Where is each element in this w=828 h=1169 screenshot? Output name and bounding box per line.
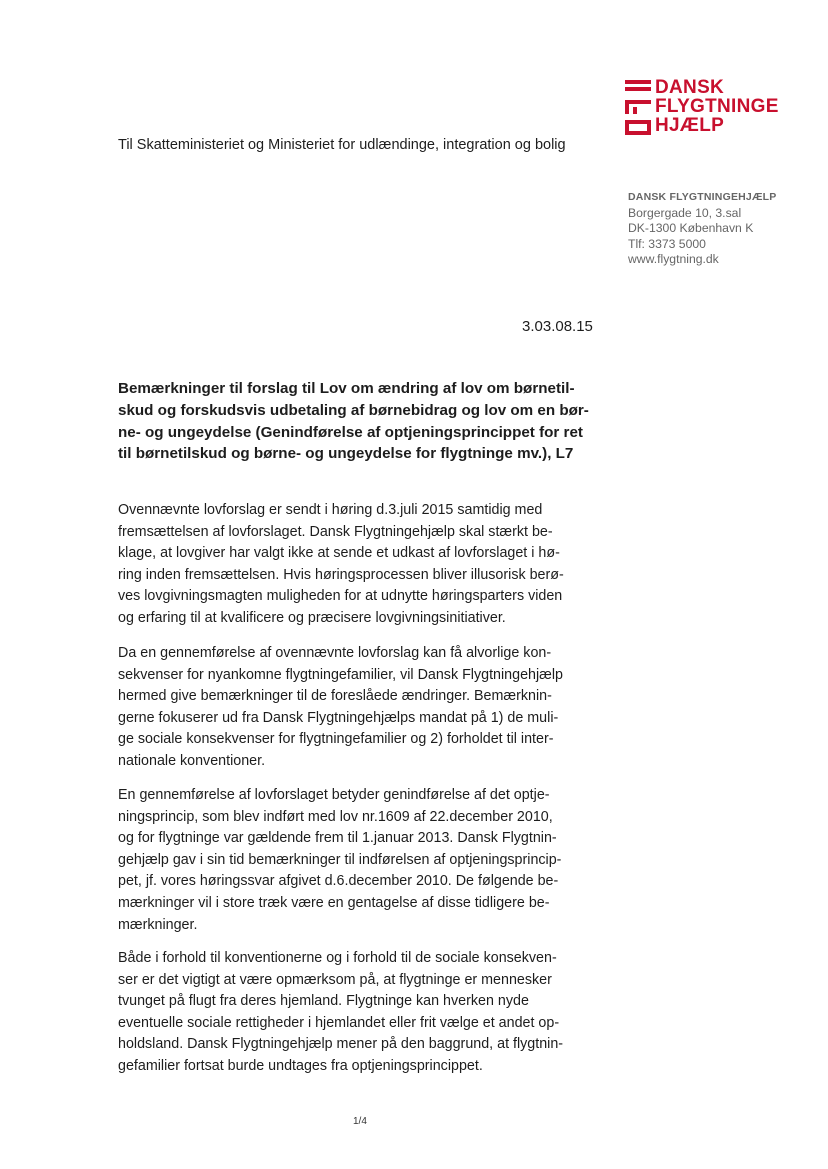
logo-line-2: FLYGTNINGE bbox=[655, 96, 779, 117]
subject-line: skud og forskudsvis udbetaling af børnebidrag og lov om en bør- bbox=[118, 401, 589, 419]
sender-address-block bbox=[628, 190, 777, 268]
dfh-logo-wordmark bbox=[655, 78, 805, 135]
paragraph-line: gehjælp gav i sin tid bemærkninger til indførelsen af optjeningsprincip- bbox=[118, 851, 562, 868]
body-paragraph-2 bbox=[118, 643, 598, 773]
paragraph-line: ves lovgivningsmagten muligheden for at udnytte høringsparters viden bbox=[118, 588, 563, 605]
sender-address-line-2: DK-1300 København K bbox=[628, 221, 754, 235]
page-number: 1/4 bbox=[353, 1116, 367, 1127]
paragraph-line: nationale konventioner. bbox=[118, 752, 266, 769]
letter-date: 3.03.08.15 bbox=[522, 318, 593, 335]
sender-name: DANSK FLYGTNINGEHJÆLP bbox=[628, 191, 777, 203]
paragraph-line: ser er det vigtigt at være opmærksom på, at flygtninge er mennesker bbox=[118, 971, 552, 988]
subject-line: til børnetilskud og børne- og ungeydelse for flygtninge mv.), L7 bbox=[118, 445, 574, 463]
paragraph-line: Ovennævnte lovforslag er sendt i høring d.3.juli 2015 samtidig med bbox=[118, 502, 543, 518]
paragraph-line: Både i forhold til konventionerne og i forhold til de sociale konsekven- bbox=[118, 950, 557, 966]
dfh-logo-mark bbox=[625, 78, 651, 138]
logo-line-3: HJÆLP bbox=[655, 115, 725, 136]
body-paragraph-3 bbox=[118, 785, 598, 936]
paragraph-line: ge sociale konsekvenser for flygtningefamilier og 2) forholdet til inter- bbox=[118, 731, 554, 748]
sender-website: www.flygtning.dk bbox=[628, 252, 719, 266]
logo-line-1: DANSK bbox=[655, 77, 725, 98]
paragraph-line: klage, at lovgiver har valgt ikke at sende et udkast af lovforslaget i hø- bbox=[118, 545, 560, 562]
recipient-line: Til Skatteministeriet og Ministeriet for udlændinge, integration og bolig bbox=[118, 137, 566, 153]
paragraph-line: mærkninger vil i store træk være en gentagelse af disse tidligere be- bbox=[118, 894, 550, 911]
sender-phone: Tlf: 3373 5000 bbox=[628, 236, 706, 251]
letter-subject bbox=[118, 378, 598, 465]
paragraph-line: og for flygtninge var gældende frem til 1.januar 2013. Dansk Flygtnin- bbox=[118, 830, 557, 847]
paragraph-line: pet, jf. vores høringssvar afgivet d.6.december 2010. De følgende be- bbox=[118, 873, 559, 890]
paragraph-line: sekvenser for nyankomne flygtningefamilier, vil Dansk Flygtningehjælp bbox=[118, 666, 564, 683]
sender-address-line-1: Borgergade 10, 3.sal bbox=[628, 205, 742, 220]
paragraph-line: gefamilier fortsat burde undtages fra optjeningsprincippet. bbox=[118, 1057, 483, 1074]
body-paragraph-4 bbox=[118, 948, 598, 1078]
paragraph-line: ring inden fremsættelsen. Hvis høringsprocessen bliver illusorisk berø- bbox=[118, 566, 564, 583]
body-paragraph-1 bbox=[118, 500, 598, 630]
paragraph-line: mærkninger. bbox=[118, 916, 198, 933]
paragraph-line: holdsland. Dansk Flygtningehjælp mener på den baggrund, at flygtnin- bbox=[118, 1036, 564, 1053]
paragraph-line: gerne fokuserer ud fra Dansk Flygtningehjælps mandat på 1) de muli- bbox=[118, 709, 559, 726]
paragraph-line: tvunget på flugt fra deres hjemland. Flygtninge kan hverken nyde bbox=[118, 993, 529, 1010]
paragraph-line: hermed give bemærkninger til de foreslåede ændringer. Bemærknin- bbox=[118, 688, 552, 705]
subject-line: Bemærkninger til forslag til Lov om ændring af lov om børnetil- bbox=[118, 380, 575, 397]
paragraph-line: fremsættelsen af lovforslaget. Dansk Flygtningehjælp skal stærkt be- bbox=[118, 523, 553, 540]
paragraph-line: og erfaring til at kvalificere og præcisere lovgivningsinitiativer. bbox=[118, 609, 506, 626]
subject-line: ne- og ungeydelse (Genindførelse af optjeningsprincippet for ret bbox=[118, 423, 583, 441]
paragraph-line: eventuelle sociale rettigheder i hjemlandet eller frit vælge et andet op- bbox=[118, 1014, 560, 1031]
paragraph-line: ningsprincip, som blev indført med lov nr.1609 af 22.december 2010, bbox=[118, 808, 553, 825]
paragraph-line: En gennemførelse af lovforslaget betyder genindførelse af det optje- bbox=[118, 787, 550, 803]
paragraph-line: Da en gennemførelse af ovennævnte lovforslag kan få alvorlige kon- bbox=[118, 645, 552, 661]
